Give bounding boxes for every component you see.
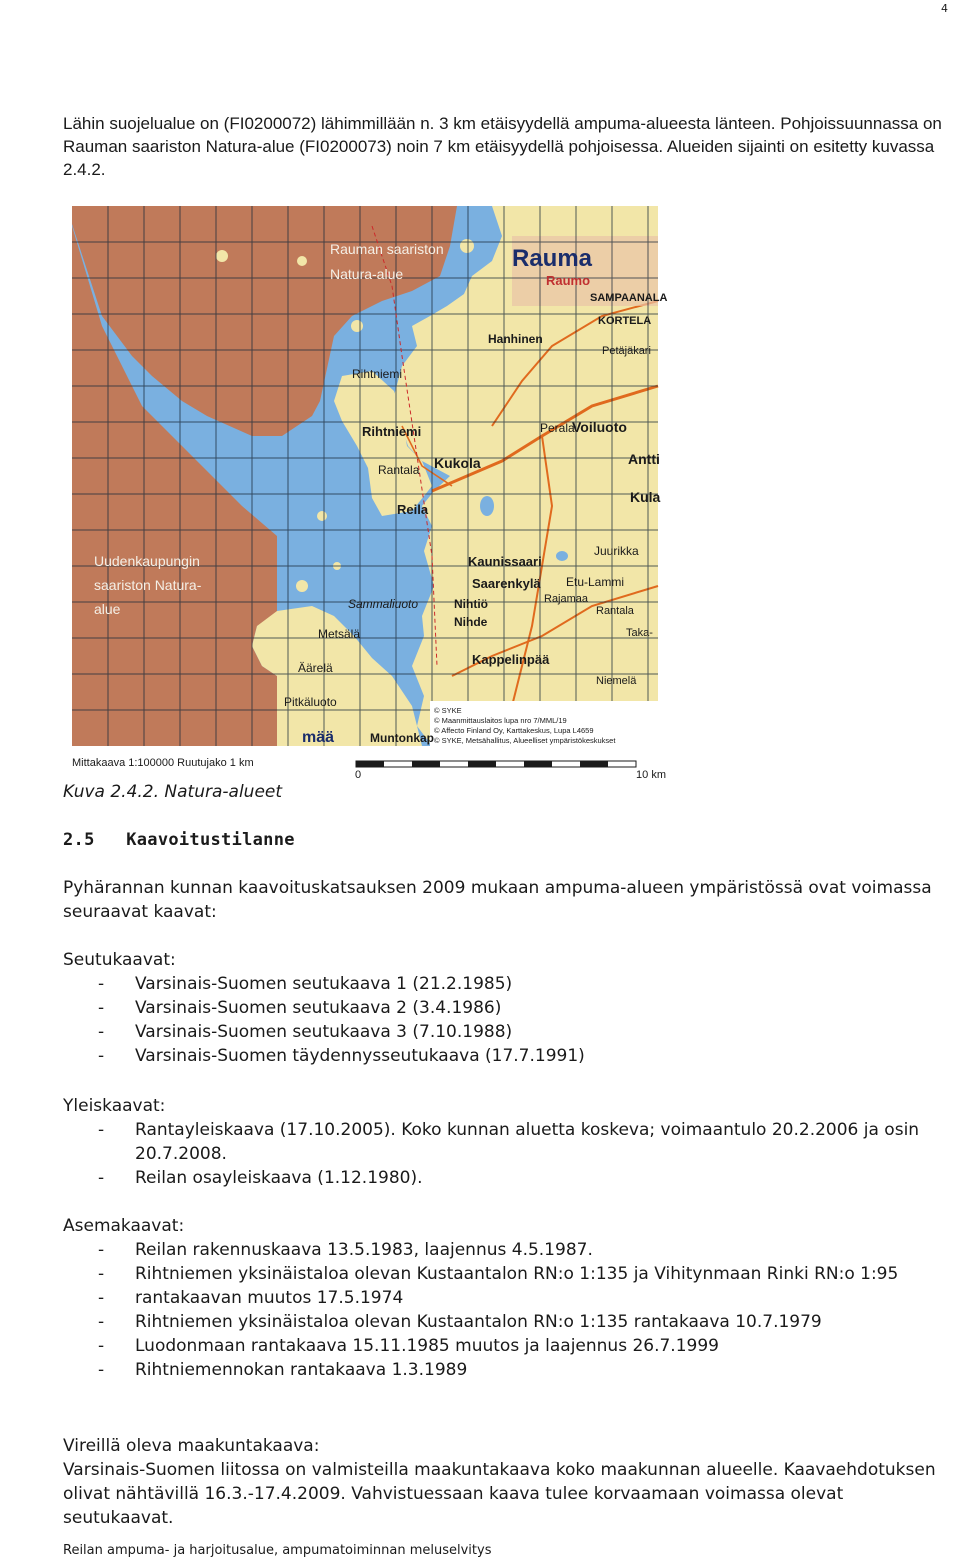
asemakaavat-list bbox=[63, 1238, 948, 1382]
copyright-line-1: © SYKE bbox=[434, 706, 462, 715]
islet bbox=[351, 320, 363, 332]
maakuntakaava-section bbox=[63, 1434, 948, 1530]
asemakaavat-section bbox=[63, 1214, 948, 1382]
label-kaunissaari: Kaunissaari bbox=[468, 554, 542, 569]
yleiskaavat-heading: Yleiskaavat: bbox=[63, 1096, 166, 1116]
scalebar-end: 10 km bbox=[636, 769, 666, 781]
label-saarenkyla: Saarenkylä bbox=[472, 576, 541, 591]
label-kappelinpaa: Kappelinpää bbox=[472, 652, 550, 667]
label-voiluoto: Voiluoto bbox=[572, 419, 627, 435]
list-item: - Rantayleiskaava (17.10.2005). Koko kunnan aluetta koskeva; voimaantulo 20.2.2006 ja osin 20.7.2008. bbox=[63, 1118, 948, 1166]
label-uusikaupunki-natura-3: alue bbox=[94, 601, 121, 617]
map-scale-text: Mittakaava 1:100000 Ruutujako 1 km bbox=[72, 757, 254, 769]
yleiskaavat-list bbox=[63, 1118, 948, 1190]
maakuntakaava-heading: Vireillä oleva maakuntakaava: bbox=[63, 1436, 320, 1456]
intro-paragraph: Lähin suojelualue on (FI0200072) lähimmillään n. 3 km etäisyydellä ampuma-alueesta länteen. Pohjoissuunnassa on Rauman saariston Natura-alue (FI0200073) noin 7 km etäisyydellä pohjoisessa. Alueiden sijainti on esitetty kuvassa 2.4.2. bbox=[63, 114, 942, 179]
label-niemela: Niemelä bbox=[596, 675, 637, 687]
list-item: - Varsinais-Suomen seutukaava 2 (3.4.1986) bbox=[63, 996, 948, 1020]
map-graphic bbox=[72, 206, 668, 746]
label-rauma-natura-2: Natura-alue bbox=[330, 266, 404, 282]
seutukaavat-list bbox=[63, 972, 948, 1068]
label-muntonkap: Muntonkap bbox=[370, 731, 434, 745]
label-rihtniemi: Rihtniemi bbox=[362, 424, 422, 439]
list-item: - Rihtniemennokan rantakaava 1.3.1989 bbox=[63, 1358, 948, 1382]
section-heading bbox=[63, 830, 295, 850]
label-rantala-2: Rantala bbox=[596, 605, 634, 617]
list-item: - rantakaavan muutos 17.5.1974 bbox=[63, 1286, 948, 1310]
label-antti: Antti bbox=[628, 451, 660, 467]
page-number: 4 bbox=[941, 2, 948, 15]
kaava-intro bbox=[63, 876, 948, 924]
label-kula: Kula bbox=[630, 489, 661, 505]
copyright-line-2: © Maanmittauslaitos lupa nro 7/MML/19 bbox=[434, 716, 567, 725]
kaava-intro-text: Pyhärannan kunnan kaavoituskatsauksen 2009 mukaan ampuma-alueen ympäristössä ovat voimassa seuraavat kaavat: bbox=[63, 878, 932, 922]
copyright-line-3: © Affecto Finland Oy, Karttakeskus, Lupa L4659 bbox=[434, 726, 594, 735]
section-number: 2.5 bbox=[63, 830, 95, 850]
label-rauma: Rauma bbox=[512, 245, 593, 272]
list-item: - Reilan osayleiskaava (1.12.1980). bbox=[63, 1166, 948, 1190]
page-footer: Reilan ampuma- ja harjoitusalue, ampumatoiminnan meluselvitys bbox=[63, 1543, 492, 1558]
label-nihtio: Nihtiö bbox=[454, 597, 488, 611]
list-item: - Rihtniemen yksinäistaloa olevan Kustaantalon RN:o 1:135 rantakaava 10.7.1979 bbox=[63, 1310, 948, 1334]
label-kukola: Kukola bbox=[434, 455, 481, 471]
label-nihde: Nihde bbox=[454, 615, 488, 629]
natura-map bbox=[72, 206, 668, 746]
label-rauma-natura-1: Rauman saariston bbox=[330, 241, 444, 257]
section-title: Kaavoitustilanne bbox=[126, 830, 295, 850]
list-item: - Varsinais-Suomen seutukaava 1 (21.2.1985) bbox=[63, 972, 948, 996]
label-reila: Reila bbox=[397, 502, 429, 517]
list-item: - Rihtniemen yksinäistaloa olevan Kustaantalon RN:o 1:135 ja Vihitynmaan Rinki RN:o 1:95 bbox=[63, 1262, 948, 1286]
yleiskaavat-section bbox=[63, 1094, 948, 1190]
label-uusikaupunki-natura-1: Uudenkaupungin bbox=[94, 553, 200, 569]
list-item: - Reilan rakennuskaava 13.5.1983, laajennus 4.5.1987. bbox=[63, 1238, 948, 1262]
label-hanhinen: Hanhinen bbox=[488, 332, 543, 346]
label-etu-lammi: Etu-Lammi bbox=[566, 575, 625, 589]
list-item: - Luodonmaan rantakaava 15.11.1985 muutos ja laajennus 26.7.1999 bbox=[63, 1334, 948, 1358]
label-raumo: Raumo bbox=[546, 273, 591, 288]
seutukaavat-heading: Seutukaavat: bbox=[63, 950, 176, 970]
asemakaavat-heading: Asemakaavat: bbox=[63, 1216, 185, 1236]
label-rantala: Rantala bbox=[378, 463, 420, 477]
label-petajakari: Petäjäkari bbox=[602, 345, 651, 357]
copyright-line-4: © SYKE, Metsähallitus, Alueelliset ympäristökeskukset bbox=[434, 736, 616, 745]
figure-caption: Kuva 2.4.2. Natura-alueet bbox=[63, 782, 283, 802]
lake bbox=[556, 551, 568, 561]
label-rihtniemi-top: Rihtniemi bbox=[352, 367, 403, 381]
label-aarela: Äärelä bbox=[298, 661, 333, 675]
list-item: - Varsinais-Suomen täydennysseutukaava (17.7.1991) bbox=[63, 1044, 948, 1068]
list-item: - Varsinais-Suomen seutukaava 3 (7.10.1988) bbox=[63, 1020, 948, 1044]
label-sammaliuoto: Sammaliuoto bbox=[348, 597, 419, 611]
lake bbox=[480, 496, 494, 516]
label-rajamaa: Rajamaa bbox=[544, 593, 589, 605]
islet bbox=[460, 239, 474, 253]
label-kortela: KORTELA bbox=[598, 315, 652, 327]
islet bbox=[317, 511, 327, 521]
islet bbox=[296, 580, 308, 592]
maakuntakaava-text: Varsinais-Suomen liitossa on valmisteilla maakuntakaava koko maakunnan alueelle. Kaavaehdotuksen olivat nähtävillä 16.3.-17.4.2009. Vahvistuessaan kaava tulee korvaamaan voimassa olevat seutukaavat. bbox=[63, 1460, 936, 1528]
label-perala: Perala bbox=[540, 421, 575, 435]
islet bbox=[216, 250, 228, 262]
label-uusikaupunki-natura-2: saariston Natura- bbox=[94, 577, 202, 593]
label-sampaanala: SAMPAANALA bbox=[590, 292, 668, 304]
islet bbox=[297, 256, 307, 266]
seutukaavat-section bbox=[63, 948, 948, 1068]
label-maa: mää bbox=[302, 729, 335, 746]
label-metsala: Metsälä bbox=[318, 627, 361, 641]
scalebar-start: 0 bbox=[355, 769, 362, 781]
label-pitkaluoto: Pitkäluoto bbox=[284, 695, 337, 709]
label-juurikka: Juurikka bbox=[594, 544, 639, 558]
label-taka: Taka- bbox=[626, 627, 653, 639]
map-scalebar bbox=[352, 760, 668, 782]
